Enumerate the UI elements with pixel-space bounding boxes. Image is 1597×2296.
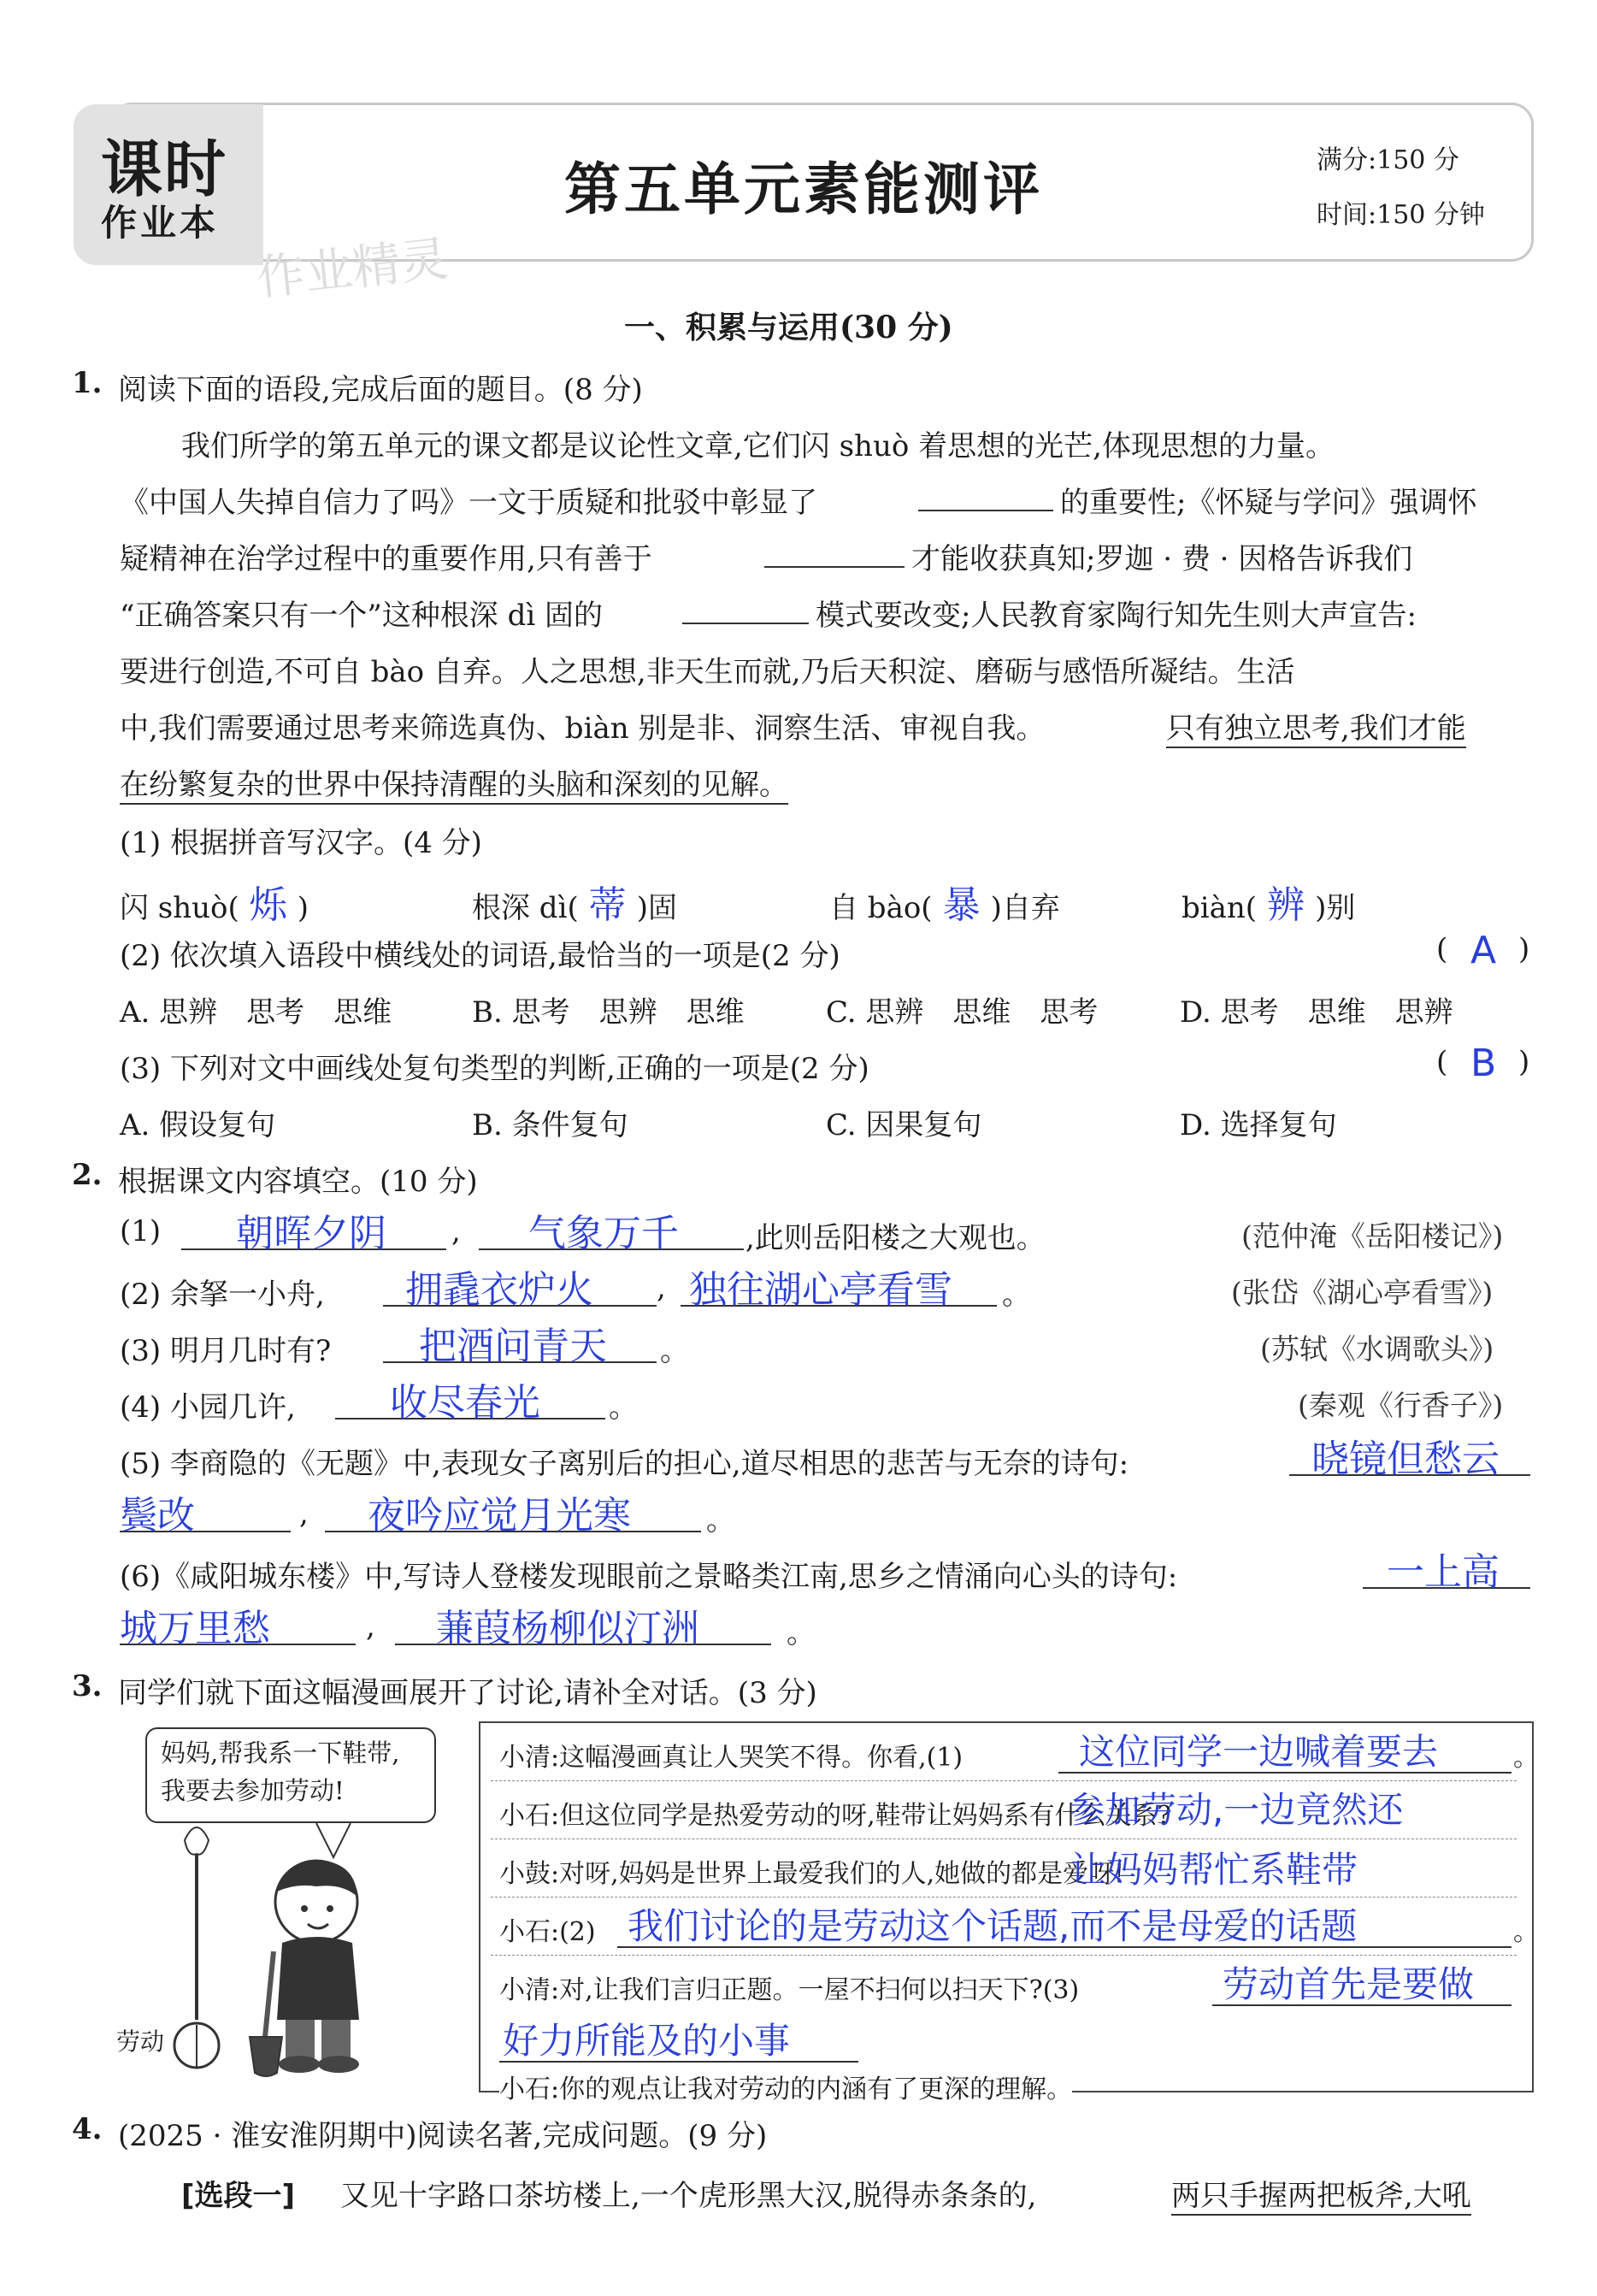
q4-excerpt-underlined: 两只手握两把板斧,大吼: [1171, 2172, 1471, 2216]
q4-prompt: (2025 · 淮安淮阴期中)阅读名著,完成问题。(9 分): [118, 2119, 768, 2153]
q1-sub3-paren-open: (: [1436, 1045, 1448, 1079]
q2-line5-end: 。: [706, 1503, 735, 1538]
q1-blank-1[interactable]: [918, 510, 1053, 511]
q2-line1-answer-2: 气象万千: [528, 1212, 679, 1255]
q2-line2-end: 。: [1002, 1278, 1031, 1312]
q2-line2-text: (2) 余拏一小舟,: [120, 1278, 325, 1312]
watermark: 作业精灵: [254, 231, 451, 307]
q3-prompt: 同学们就下面这幅漫画展开了讨论,请补全对话。(3 分): [118, 1676, 817, 1710]
q1-blank-3[interactable]: [682, 623, 809, 624]
q2-line6-answer-1a: 一上高: [1387, 1550, 1500, 1594]
q4-number: 4.: [72, 2112, 103, 2146]
pinyin-answer-4: 辨: [1267, 883, 1305, 927]
q2-line4-end: 。: [609, 1390, 638, 1425]
pinyin-item-3: 自 bào( 暴 )自弃: [829, 883, 1060, 927]
q1-para-line3b: 才能收获真知;罗迦 · 费 · 因格告诉我们: [911, 542, 1413, 576]
dialog-line-6: 小石:你的观点让我对劳动的内涵有了更深的理解。: [499, 2068, 1072, 2105]
q1-sub3-prompt: (3) 下列对文中画线处复句类型的判断,正确的一项是(2 分): [120, 1052, 869, 1086]
option-2a: A. 思辨 思考 思维: [120, 995, 392, 1030]
q1-para-line3a: 疑精神在治学过程中的重要作用,只有善于: [120, 542, 652, 576]
q2-line3-source: (苏轼《水调歌头》): [1260, 1332, 1494, 1366]
q2-line3-answer: 把酒问青天: [419, 1325, 607, 1368]
dialog-separator: [491, 1897, 1517, 1898]
q2-line2-answer-2: 独往湖心亭看雪: [689, 1268, 952, 1312]
q2-line6-text: (6)《咸阳城东楼》中,写诗人登楼发现眼前之景略类江南,思乡之情涌向心头的诗句:: [120, 1560, 1178, 1594]
q2-line1-label: (1): [120, 1214, 162, 1248]
option-2c: C. 思辨 思维 思考: [826, 995, 1099, 1030]
dialog-line-4: 小石:(2): [499, 1917, 596, 1947]
dialog-line-5: 小清:对,让我们言归正题。一屋不扫何以扫天下?(3): [499, 1975, 1080, 2005]
q1-sub2-paren-close: ): [1518, 932, 1530, 966]
q2-line6-end: 。: [787, 1616, 816, 1650]
q2-prompt: 根据课文内容填空。(10 分): [118, 1165, 478, 1199]
q2-number: 2.: [72, 1158, 103, 1192]
dialog-line-4-end: 。: [1513, 1917, 1539, 1947]
q1-sub2-prompt: (2) 依次填入语段中横线处的词语,最恰当的一项是(2 分): [120, 939, 840, 973]
q2-line1-answer-1: 朝晖夕阴: [236, 1212, 386, 1255]
q2-line3-text: (3) 明月几时有?: [120, 1334, 332, 1368]
page-title: 第五单元素能测评: [564, 156, 1043, 222]
full-score: 满分:150 分: [1317, 145, 1459, 175]
q2-line6-answer-2: 蒹葭杨柳似汀洲: [436, 1607, 699, 1650]
badge-bottom-text: 作业本: [101, 202, 220, 244]
dialog-line-1-end: 。: [1513, 1743, 1539, 1773]
dialog-answer-1: 这位同学一边喊着要去: [1079, 1731, 1439, 1773]
q1-sub3-paren-close: ): [1518, 1045, 1530, 1079]
q1-para-line4a: “正确答案只有一个”这种根深 dì 固的: [120, 599, 604, 633]
cartoon-caption: 劳动: [116, 2027, 165, 2056]
q4-excerpt-tag: [选段一]: [181, 2179, 296, 2213]
q1-para-line4b: 模式要改变;人民教育家陶行知先生则大声宣告:: [816, 599, 1417, 633]
dialog-answer-3a: 劳动首先是要做: [1223, 1963, 1475, 2005]
q1-blank-2[interactable]: [764, 566, 905, 568]
option-3b: B. 条件复句: [472, 1108, 628, 1142]
q1-para-line5: 要进行创造,不可自 bào 自弃。人之思想,非天生而就,乃后天积淀、磨砺与感悟所凝结。生活: [120, 655, 1295, 689]
q1-underlined-sentence-b: 在纷繁复杂的世界中保持清醒的头脑和深刻的见解。: [120, 761, 788, 805]
pinyin-answer-1: 烁: [249, 883, 287, 927]
dialog-separator: [491, 1955, 1517, 1956]
dialog-line-3: 小鼓:对呀,妈妈是世界上最爱我们的人,她做的都是爱呀!: [499, 1859, 1125, 1889]
q3-number: 3.: [72, 1669, 103, 1703]
q2-line5-answer-2: 夜吟应觉月光寒: [368, 1494, 631, 1538]
q2-line5-answer-1b: 鬓改: [120, 1494, 195, 1538]
q2-line1-comma: ,: [451, 1214, 461, 1248]
q1-sub3-answer: B: [1470, 1042, 1497, 1085]
pinyin-answer-3: 暴: [942, 883, 981, 927]
q2-line6-comma: ,: [366, 1609, 375, 1644]
q2-line2-comma: ,: [657, 1271, 666, 1305]
option-3c: C. 因果复句: [826, 1108, 982, 1142]
pinyin-item-2: 根深 dì( 蒂 )固: [472, 883, 677, 927]
option-2b: B. 思考 思辨 思维: [472, 995, 745, 1030]
time-limit: 时间:150 分钟: [1317, 200, 1485, 230]
q2-line3-end: 。: [660, 1334, 689, 1368]
q2-line2-answer-1: 拥毳衣炉火: [405, 1268, 593, 1312]
q1-sub1-prompt: (1) 根据拼音写汉字。(4 分): [120, 826, 482, 860]
q2-line5-text: (5) 李商隐的《无题》中,表现女子离别后的担心,道尽相思的悲苦与无奈的诗句:: [120, 1447, 1129, 1481]
q2-line4-text: (4) 小园几许,: [120, 1390, 296, 1425]
dialog-answer-2: 我们讨论的是劳动这个话题,而不是母爱的话题: [628, 1905, 1358, 1947]
dialog-answer-1-cont: 参加劳动,一边竟然还: [1069, 1789, 1404, 1831]
q1-para-line6a: 中,我们需要通过思考来筛选真伪、biàn 别是非、洞察生活、审视自我。: [120, 711, 1046, 746]
q1-number: 1.: [72, 366, 103, 400]
dialog-answer-1-end: 让妈妈帮忙系鞋带: [1070, 1849, 1358, 1891]
speech-bubble: [145, 1727, 436, 1823]
badge-top-text: 课时: [101, 133, 228, 205]
dialog-line-2: 小石:但这位同学是热爱劳动的呀,鞋带让妈妈系有什么关系?: [499, 1801, 1171, 1831]
option-2d: D. 思考 思维 思辨: [1180, 995, 1453, 1030]
q1-sub2-paren-open: (: [1436, 932, 1448, 966]
q2-line1-source: (范仲淹《岳阳楼记》): [1241, 1219, 1504, 1253]
pinyin-item-4: biàn( 辨 )别: [1182, 883, 1356, 927]
q1-para-line1: 我们所学的第五单元的课文都是议论性文章,它们闪 shuò 着思想的光芒,体现思想的力量。: [181, 429, 1335, 463]
pinyin-item-1: 闪 shuò( 烁 ): [120, 883, 309, 927]
bubble-line-2: 我要去参加劳动!: [161, 1776, 345, 1805]
q2-line1-text: ,此则岳阳楼之大观也。: [745, 1221, 1046, 1255]
dialog-answer-3b: 好力所能及的小事: [503, 2020, 791, 2062]
q2-line4-answer: 收尽春光: [390, 1381, 540, 1425]
dialog-line-1: 小清:这幅漫画真让人哭笑不得。你看,(1): [499, 1743, 964, 1773]
option-3a: A. 假设复句: [120, 1108, 276, 1142]
bubble-line-1: 妈妈,帮我系一下鞋带,: [161, 1738, 400, 1768]
q1-underlined-sentence-a: 只有独立思考,我们才能: [1166, 705, 1466, 748]
section-heading: 一、积累与运用(30 分): [624, 310, 953, 345]
q2-line5-comma: ,: [299, 1496, 309, 1531]
q1-sub2-answer: A: [1470, 929, 1497, 972]
q1-para-line2a: 《中国人失掉自信力了吗》一文于质疑和批驳中彰显了: [120, 486, 817, 520]
pinyin-answer-2: 蒂: [588, 883, 627, 927]
q2-line4-source: (秦观《行香子》): [1298, 1389, 1504, 1422]
q4-excerpt-text-a: 又见十字路口茶坊楼上,一个虎形黑大汉,脱得赤条条的,: [340, 2179, 1037, 2213]
q2-line6-answer-1b: 城万里愁: [120, 1607, 270, 1650]
q2-line5-answer-1a: 晓镜但愁云: [1311, 1437, 1500, 1481]
q2-line2-source: (张岱《湖心亭看雪》): [1231, 1276, 1494, 1309]
dialog-separator: [491, 1780, 1517, 1781]
option-3d: D. 选择复句: [1180, 1108, 1337, 1142]
q1-prompt: 阅读下面的语段,完成后面的题目。(8 分): [118, 373, 643, 407]
q1-para-line2b: 的重要性;《怀疑与学问》强调怀: [1060, 486, 1477, 520]
